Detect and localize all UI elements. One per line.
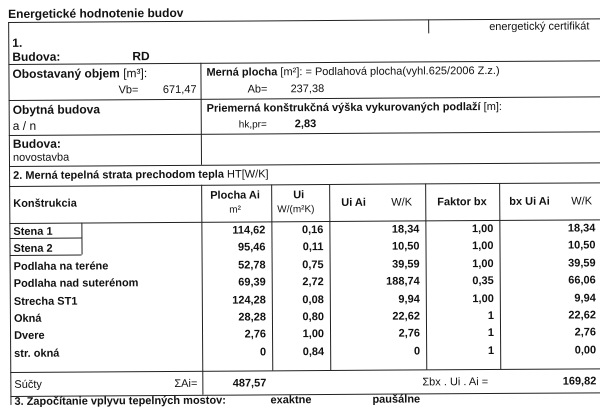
col-bua-unit: W/K bbox=[571, 195, 593, 208]
sum-b-label: Σbx . Ui . Ai = bbox=[422, 376, 489, 389]
vb-label: Vb= bbox=[118, 84, 139, 97]
row-area: 0 bbox=[259, 346, 267, 359]
row-bua: 9,94 bbox=[574, 291, 596, 305]
row-area: 28,28 bbox=[238, 311, 266, 324]
row-bua: 18,34 bbox=[567, 222, 596, 235]
row-bua: 0,00 bbox=[574, 344, 597, 357]
merna-plocha-label: Merná plocha [m²]: = Podlahová plocha(vyhl.625/2006 Z.z.) bbox=[206, 64, 500, 79]
ab-value: 237,38 bbox=[290, 83, 325, 96]
row-ua: 2,76 bbox=[398, 327, 421, 340]
col-faktor: Faktor bx bbox=[437, 196, 487, 209]
row-area: 2,76 bbox=[244, 328, 267, 341]
option-exaktne: exaktne bbox=[270, 394, 312, 407]
rule bbox=[428, 19, 429, 33]
row-area: 124,28 bbox=[232, 293, 266, 307]
row-b: 1,00 bbox=[472, 257, 494, 270]
ab-label: Ab= bbox=[247, 83, 268, 96]
vyska-label: Priemerná konštrukčná výška vykurovaných podlaží [m]: bbox=[206, 100, 503, 115]
row-u: 0,11 bbox=[302, 241, 324, 254]
sum-area-value: 487,57 bbox=[232, 377, 267, 390]
volume-label: Obostavaný objem [m³]: bbox=[12, 66, 148, 81]
col-plocha: Plocha Ai bbox=[210, 189, 260, 202]
row-name: Dvere bbox=[14, 330, 45, 343]
row-area: 95,46 bbox=[237, 241, 266, 254]
obytna-label: Obytná budova bbox=[12, 102, 101, 117]
row-bua: 10,50 bbox=[567, 239, 596, 252]
row-b: 1 bbox=[487, 309, 494, 323]
row-ua: 188,74 bbox=[386, 275, 420, 288]
row-name: Stena 1 bbox=[13, 225, 53, 238]
col-u-unit: W/(m²K) bbox=[277, 204, 315, 216]
sum-area-label: ΣAi= bbox=[174, 377, 198, 390]
row-u: 0,16 bbox=[301, 224, 324, 237]
row-name: Stena 2 bbox=[13, 243, 53, 256]
row-u: 0,80 bbox=[302, 311, 324, 324]
row-bua: 66,06 bbox=[568, 274, 596, 287]
row-name: Podlaha nad suterénom bbox=[13, 277, 139, 291]
col-plocha-unit: m² bbox=[229, 204, 241, 216]
hk-value: 2,83 bbox=[294, 118, 317, 131]
row-u: 2,72 bbox=[302, 276, 324, 289]
row-u: 1,00 bbox=[302, 328, 325, 341]
row-bua: 2,76 bbox=[574, 326, 597, 339]
row-u: 0,84 bbox=[302, 345, 325, 358]
hk-label: hk,pr= bbox=[238, 119, 267, 131]
row-u: 0,08 bbox=[302, 293, 324, 306]
col-konstrukcia: Konštrukcia bbox=[13, 197, 77, 210]
row-b: 1 bbox=[487, 344, 495, 357]
row-ua: 18,34 bbox=[391, 223, 420, 236]
row-ua: 10,50 bbox=[391, 240, 420, 254]
row-b: 1,00 bbox=[471, 222, 494, 236]
row-b: 0,35 bbox=[472, 275, 494, 288]
row-name: Okná bbox=[13, 312, 42, 325]
row-b: 1,00 bbox=[472, 292, 494, 305]
col-bua: bx Ui Ai bbox=[509, 195, 550, 208]
row-b: 1 bbox=[487, 327, 495, 340]
rule bbox=[10, 368, 600, 373]
rule bbox=[9, 182, 600, 187]
rule bbox=[8, 22, 11, 405]
row-bua: 22,62 bbox=[568, 309, 596, 322]
obytna-value: a / n bbox=[12, 118, 37, 133]
rule bbox=[8, 60, 600, 65]
section3-title: 3. Započítanie vplyvu tepelných mostov: bbox=[14, 394, 226, 408]
row-bua: 39,59 bbox=[568, 257, 596, 270]
rule bbox=[200, 63, 202, 165]
document-type: energetický certifikát bbox=[489, 20, 590, 34]
budova-label: Budova: bbox=[12, 49, 61, 64]
row-ua: 9,94 bbox=[398, 293, 420, 306]
option-pausalne: paušálne bbox=[372, 393, 421, 406]
document-title: Energetické hodnotenie budov bbox=[8, 5, 184, 21]
rule bbox=[425, 183, 427, 369]
row-ua: 39,59 bbox=[392, 258, 420, 271]
budova2-value: novostavba bbox=[12, 151, 70, 164]
section2-title: 2. Merná tepelná strata prechodom tepla HT[W/K] bbox=[13, 168, 269, 182]
rule bbox=[201, 185, 203, 395]
row-area: 52,78 bbox=[238, 259, 266, 272]
budova2-label: Budova: bbox=[12, 136, 61, 151]
rule bbox=[329, 184, 331, 370]
sum-b-value: 169,82 bbox=[562, 375, 597, 388]
rule bbox=[9, 162, 600, 167]
rule bbox=[499, 183, 501, 369]
row-u: 0,75 bbox=[302, 258, 324, 271]
row-name: Podlaha na teréne bbox=[13, 260, 109, 273]
sum-label: Súčty bbox=[14, 378, 42, 391]
row-area: 114,62 bbox=[232, 224, 266, 237]
row-b: 1,00 bbox=[472, 240, 494, 253]
vb-value: 671,47 bbox=[162, 83, 197, 97]
row-area: 69,39 bbox=[238, 276, 266, 289]
section-number: 1. bbox=[12, 35, 23, 50]
rule bbox=[9, 96, 600, 101]
row-name: Strecha ST1 bbox=[13, 295, 78, 308]
col-ua: Ui Ai bbox=[341, 196, 366, 209]
col-u: Ui bbox=[293, 189, 305, 202]
rule bbox=[9, 131, 600, 136]
budova-value: RD bbox=[132, 49, 150, 64]
row-ua: 22,62 bbox=[392, 310, 420, 323]
row-name: str. okná bbox=[14, 347, 60, 360]
col-ua-unit: W/K bbox=[391, 196, 413, 209]
row-ua: 0 bbox=[413, 345, 421, 358]
